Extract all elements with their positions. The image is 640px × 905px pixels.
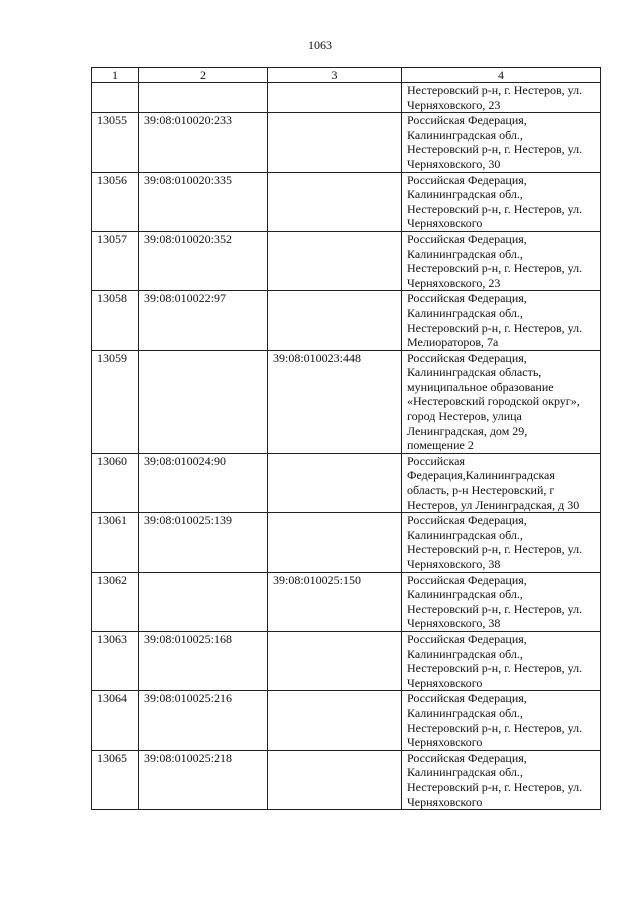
cell-cadastral-2: 39:08:010020:335 (139, 172, 268, 231)
cell-address (402, 750, 601, 809)
address-line: Российская Федерация, (407, 231, 527, 246)
table-row (92, 291, 601, 350)
cell-cadastral-3 (268, 231, 402, 290)
cell-cadastral-3 (268, 513, 402, 572)
address-line: Российская Федерация, (407, 691, 527, 706)
cell-cadastral-3: 39:08:010025:150 (268, 572, 402, 631)
cell-num: 13055 (92, 113, 139, 172)
address-line: Калининградская обл., (407, 765, 523, 780)
cell-num: 13064 (92, 691, 139, 750)
cell-address (402, 350, 601, 453)
address-line: Федерация,Калининградская (407, 468, 555, 483)
address-line: Калининградская обл., (407, 527, 523, 542)
cell-address (402, 691, 601, 750)
registry-table (91, 67, 601, 810)
address-line: Российская Федерация, (407, 513, 527, 528)
address-line: Нестеровский р-н, г. Нестеров, ул. (407, 142, 583, 157)
cell-address (402, 231, 601, 290)
continuation-row (92, 83, 601, 113)
table-row (92, 350, 601, 453)
cell-address (402, 631, 601, 690)
cell-num: 13056 (92, 172, 139, 231)
cell-cadastral-2: 39:08:010025:168 (139, 631, 268, 690)
cell-num: 13065 (92, 750, 139, 809)
cell-c3 (268, 83, 402, 113)
address-line: Калининградская обл., (407, 305, 523, 320)
address-line: Нестеровский р-н, г. Нестеров, ул. (407, 661, 583, 676)
address-line: Российская Федерация, (407, 172, 527, 187)
header-col-2: 2 (139, 68, 268, 83)
address-line: Нестеровский р-н, г. Нестеров, ул. (407, 320, 583, 335)
cell-address (402, 113, 601, 172)
address-line: область, р-н Нестеровский, г (407, 483, 555, 498)
cell-address (402, 83, 601, 113)
cell-cadastral-3 (268, 691, 402, 750)
address-line: Черняховского, 30 (407, 156, 501, 171)
address-line: Российская (407, 453, 465, 468)
cell-cadastral-2 (139, 350, 268, 453)
cell-cadastral-2: 39:08:010025:139 (139, 513, 268, 572)
address-line: Черняховского (407, 794, 483, 809)
address-line: Калининградская обл., (407, 705, 523, 720)
table-row (92, 691, 601, 750)
cell-num: 13062 (92, 572, 139, 631)
address-line: Мелиораторов, 7а (407, 335, 499, 350)
address-line: Нестеров, ул Ленинградская, д 30 (407, 497, 580, 512)
cell-num: 13061 (92, 513, 139, 572)
address-line: Черняховского (407, 216, 483, 231)
cell-cadastral-2: 39:08:010020:352 (139, 231, 268, 290)
address-line: Российская Федерация, (407, 291, 527, 306)
cell-cadastral-3 (268, 631, 402, 690)
cell-cadastral-2: 39:08:010024:90 (139, 453, 268, 512)
cell-cadastral-2: 39:08:010025:216 (139, 691, 268, 750)
table-row (92, 113, 601, 172)
address-line: Черняховского (407, 735, 483, 750)
address-line: Черняховского (407, 675, 483, 690)
address-line: Черняховского, 23 (407, 275, 501, 290)
cell-num: 13063 (92, 631, 139, 690)
address-line: Российская Федерация, (407, 631, 527, 646)
cell-cadastral-2: 39:08:010022:97 (139, 291, 268, 350)
table-body (92, 83, 601, 810)
page-number: 1063 (308, 38, 332, 52)
header-col-4: 4 (402, 68, 601, 83)
cell-num (92, 83, 139, 113)
address-line: Черняховского, 38 (407, 616, 501, 631)
cell-cadastral-2 (139, 572, 268, 631)
header-col-1: 1 (92, 68, 139, 83)
cell-address (402, 513, 601, 572)
address-line: муниципальное образование (407, 379, 554, 394)
address-line: Российская Федерация, (407, 113, 527, 128)
cell-cadastral-2: 39:08:010025:218 (139, 750, 268, 809)
cell-cadastral-3 (268, 291, 402, 350)
cell-address (402, 453, 601, 512)
cell-cadastral-2: 39:08:010020:233 (139, 113, 268, 172)
cell-cadastral-3 (268, 113, 402, 172)
address-line: Нестеровский р-н, г. Нестеров, ул. (407, 601, 583, 616)
address-line: Калининградская область, (407, 365, 542, 380)
header-col-3: 3 (268, 68, 402, 83)
address-line: Калининградская обл., (407, 187, 523, 202)
header-row (92, 68, 601, 83)
cell-num: 13060 (92, 453, 139, 512)
address-line: Российская Федерация, (407, 572, 527, 587)
table-row (92, 172, 601, 231)
cell-address (402, 172, 601, 231)
address-line: Калининградская обл., (407, 587, 523, 602)
address-line: Черняховского, 38 (407, 557, 501, 571)
address-line: Нестеровский р-н, г. Нестеров, ул. (407, 201, 583, 216)
address-line: Ленинградская, дом 29, (407, 423, 528, 438)
cell-cadastral-3: 39:08:010023:448 (268, 350, 402, 453)
cell-num: 13059 (92, 350, 139, 453)
table-row (92, 572, 601, 631)
address-line: Калининградская обл., (407, 127, 523, 142)
address-line: Нестеровский р-н, г. Нестеров, ул. (407, 261, 583, 276)
address-line: Нестеровский р-н, г. Нестеров, ул. (407, 542, 583, 557)
address-line: Черняховского, 23 (407, 97, 501, 112)
address-line: «Нестеровский городской округ», (407, 394, 580, 409)
cell-cadastral-3 (268, 172, 402, 231)
table-row (92, 231, 601, 290)
cell-address (402, 572, 601, 631)
address-line: Нестеровский р-н, г. Нестеров, ул. (407, 83, 583, 97)
cell-cadastral-3 (268, 750, 402, 809)
address-line: помещение 2 (407, 438, 474, 453)
address-line: Российская Федерация, (407, 350, 527, 365)
cell-address (402, 291, 601, 350)
cell-num: 13057 (92, 231, 139, 290)
address-line: Нестеровский р-н, г. Нестеров, ул. (407, 779, 583, 794)
table-row (92, 513, 601, 572)
table-row (92, 750, 601, 809)
table-row (92, 453, 601, 512)
address-line: Калининградская обл., (407, 246, 523, 261)
address-line: Нестеровский р-н, г. Нестеров, ул. (407, 720, 583, 735)
table-row (92, 631, 601, 690)
address-line: город Нестеров, улица (407, 409, 522, 424)
cell-num: 13058 (92, 291, 139, 350)
address-line: Российская Федерация, (407, 750, 527, 765)
cell-c2 (139, 83, 268, 113)
address-line: Калининградская обл., (407, 646, 523, 661)
cell-cadastral-3 (268, 453, 402, 512)
